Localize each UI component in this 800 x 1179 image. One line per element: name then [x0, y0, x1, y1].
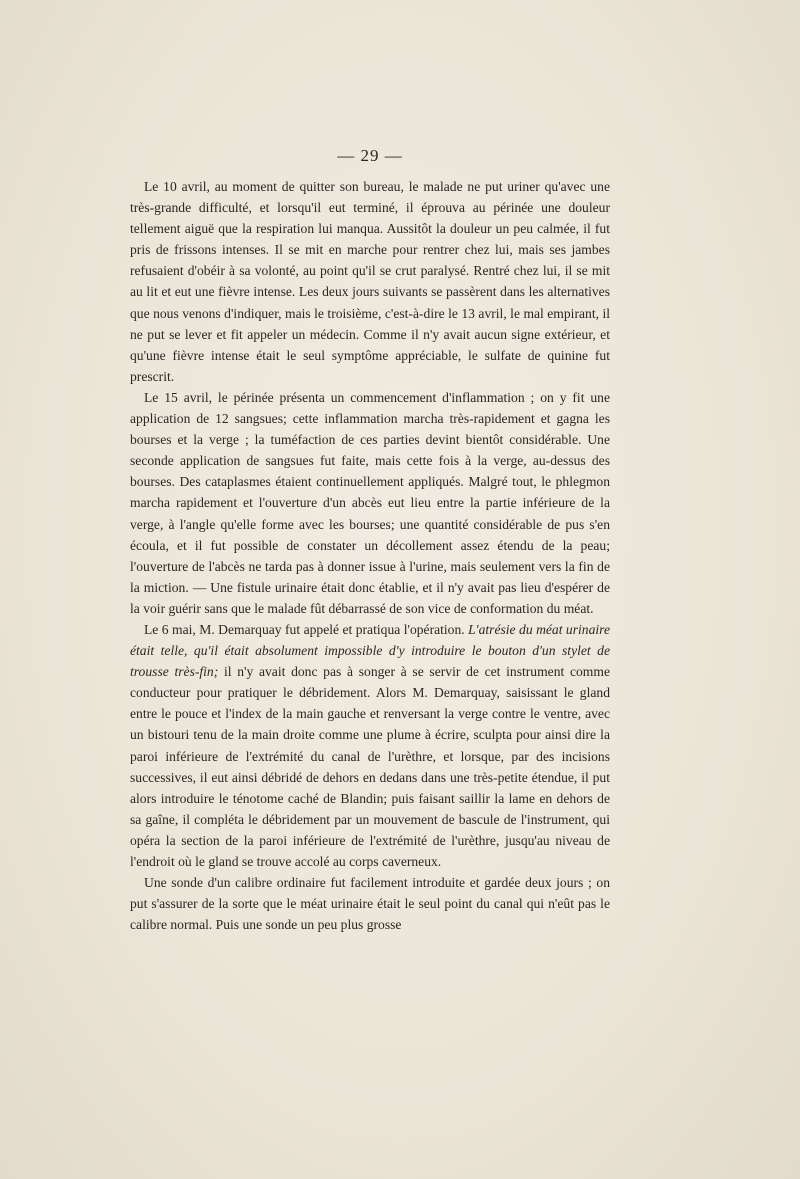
paragraph-3-italic: L'atrésie du méat urinaire était telle, qu'il était absolument impossible d'y introduire le bouton d'un stylet de trousse très-fin; — [130, 621, 610, 680]
paragraph-2: Le 15 avril, le périnée présenta un commencement d'inflammation ; on y fit une application de 12 sangsues; cette inflammation marcha très-rapidement et gagna les bourses et la verge ; la tuméfaction de ces parties devint bientôt considérable. Une seconde application de sangsues fut faite, mais cette fois à la verge, au-dessus des bourses. Des cataplasmes étaient continuellement appliqués. Malgré tout, le phlegmon marcha rapidement et l'ouverture d'un abcès eut lieu entre la partie inférieure de la verge, à l'angle qu'elle forme avec les bourses; une quantité considérable de pus s'en écoula, et il fut possible de constater un décollement assez étendu de la peau; l'ouverture de l'abcès ne tarda pas à donner issue à l'urine, mais seulement vers la fin de la miction. — Une fistule urinaire était donc établie, et il n'y avait pas lieu d'espérer de la voir guérir sans que le malade fût débarrassé de son vice de conformation du méat. — [130, 389, 610, 616]
paragraph-3-end: il n'y avait donc pas à songer à se servir de cet instrument comme conducteur pour pratiquer le débridement. Alors M. Demarquay, saisissant le gland entre le pouce et l'index de la main gauche et renversant la verge contre le ventre, avec un bistouri tenu de la main droite comme une plume à écrire, sculpta pour ainsi dire la paroi inférieure de l'extrémité du canal de l'urèthre, et lorsque, par des incisions successives, il eut ainsi débridé de dehors en dedans dans une très-petite étendue, il put alors introduire le ténotome caché de Blandin; puis faisant saillir la lame en dehors de sa gaîne, il compléta le débridement par un mouvement de bascule de l'instrument, qui opéra la section de la paroi inférieure de l'extrémité de l'urèthre, jusqu'au niveau de l'endroit où le gland se trouve accolé au corps caverneux. — [130, 664, 610, 869]
paragraph-4: Une sonde d'un calibre ordinaire fut facilement introduite et gardée deux jours ; on put s'assurer de la sorte que le méat urinaire était le seul point du canal qui n'eût pas le calibre normal. Puis une sonde un peu plus grosse — [130, 875, 610, 933]
body-text — [130, 176, 610, 935]
paragraph-3-start: Le 6 mai, M. Demarquay fut appelé et pratiqua l'opération. — [144, 621, 469, 637]
page-number: — 29 — — [337, 146, 403, 165]
paragraph-1: Le 10 avril, au moment de quitter son bureau, le malade ne put uriner qu'avec une très-grande difficulté, et lorsqu'il eut terminé, il éprouva au périnée une douleur tellement aiguë que la respiration lui manqua. Aussitôt la douleur un peu calmée, il fut pris de frissons intenses. Il se mit en marche pour rentrer chez lui, mais ses jambes refusaient d'obéir à sa volonté, au point qu'il se crut paralysé. Rentré chez lui, il se mit au lit et eut une fièvre intense. Les deux jours suivants se passèrent dans les alternatives que nous venons d'indiquer, mais le troisième, c'est-à-dire le 13 avril, le mal empirant, il ne put se lever et fit appeler un médecin. Comme il n'y avait aucun signe extérieur, et qu'une fièvre intense était le seul symptôme appréciable, le sulfate de quinine fut prescrit. — [130, 179, 610, 384]
paragraph-3 — [130, 619, 610, 872]
